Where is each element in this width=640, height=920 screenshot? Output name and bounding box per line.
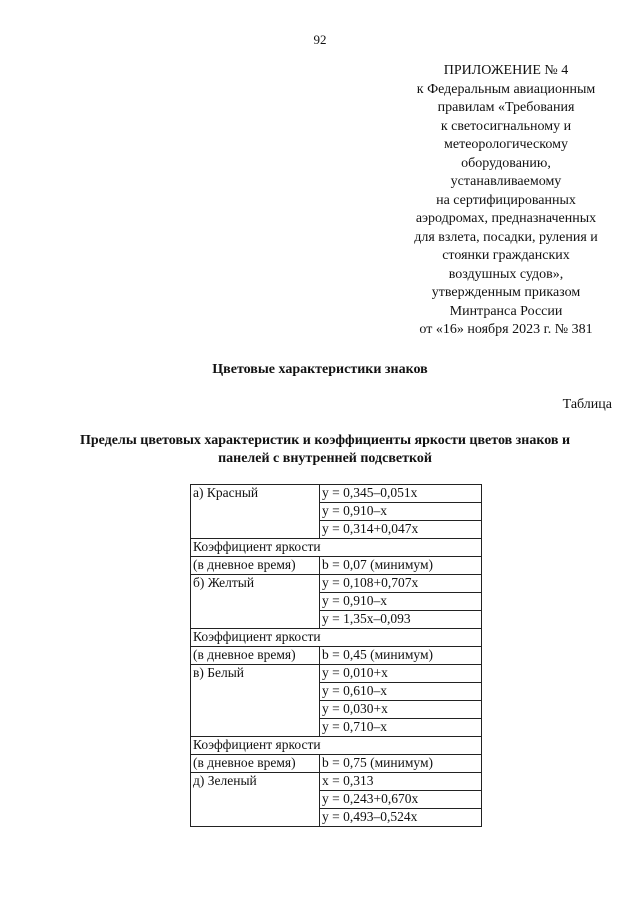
appendix-line: оборудованию, bbox=[461, 155, 551, 171]
table-row bbox=[191, 575, 482, 593]
equation-cell: x = 0,313 bbox=[320, 773, 482, 791]
appendix-line: от «16» ноября 2023 г. № 381 bbox=[419, 322, 593, 337]
table-caption: Таблица bbox=[562, 397, 612, 412]
coefficient-label-cell: Коэффициент яркости bbox=[191, 737, 482, 755]
appendix-line: аэродромах, предназначенных bbox=[415, 211, 597, 226]
appendix-line: воздушных судов», bbox=[448, 266, 564, 282]
table-row bbox=[191, 755, 482, 773]
appendix-line: на сертифицированных bbox=[436, 192, 576, 208]
coefficient-time-cell: (в дневное время) bbox=[191, 557, 320, 575]
appendix-line: метеорологическому bbox=[444, 137, 568, 152]
coefficient-value-cell: b = 0,07 (минимум) bbox=[320, 557, 482, 575]
color-name-cell: д) Зеленый bbox=[191, 773, 320, 827]
coefficient-value-cell: b = 0,45 (минимум) bbox=[320, 647, 482, 665]
color-name-cell: а) Красный bbox=[191, 485, 320, 539]
appendix-line: утвержденным приказом bbox=[431, 285, 581, 300]
color-name-cell: в) Белый bbox=[191, 665, 320, 737]
equation-cell: y = 0,243+0,670x bbox=[320, 791, 482, 809]
appendix-line: Минтранса России bbox=[449, 303, 563, 319]
equation-cell: y = 0,010+x bbox=[320, 665, 482, 683]
appendix-header bbox=[396, 62, 616, 340]
equation-cell: y = 0,108+0,707x bbox=[320, 575, 482, 593]
table-row bbox=[191, 629, 482, 647]
coefficient-time-cell: (в дневное время) bbox=[191, 755, 320, 773]
coefficient-label-cell: Коэффициент яркости bbox=[191, 629, 482, 647]
equation-cell: y = 0,030+x bbox=[320, 701, 482, 719]
table-row bbox=[191, 557, 482, 575]
equation-cell: y = 1,35x–0,093 bbox=[320, 611, 482, 629]
table-row bbox=[191, 539, 482, 557]
table-row bbox=[191, 665, 482, 683]
appendix-line: для взлета, посадки, руления и bbox=[414, 229, 598, 245]
equation-cell: y = 0,710–x bbox=[320, 719, 482, 737]
equation-cell: y = 0,910–x bbox=[320, 503, 482, 521]
page-number: 92 bbox=[313, 32, 327, 47]
coefficient-label-cell: Коэффициент яркости bbox=[191, 539, 482, 557]
table-title bbox=[40, 432, 610, 468]
coefficient-time-cell: (в дневное время) bbox=[191, 647, 320, 665]
table-row bbox=[191, 773, 482, 791]
appendix-line: устанавливаемому bbox=[450, 174, 562, 189]
appendix-line: к светосигнальному и bbox=[440, 118, 572, 134]
appendix-line: правилам «Требования bbox=[437, 100, 575, 115]
equation-cell: y = 0,610–x bbox=[320, 683, 482, 701]
appendix-line: ПРИЛОЖЕНИЕ № 4 bbox=[443, 63, 569, 78]
table-row bbox=[191, 485, 482, 503]
color-name-cell: б) Желтый bbox=[191, 575, 320, 629]
equation-cell: y = 0,345–0,051x bbox=[320, 485, 482, 503]
appendix-line: стоянки гражданских bbox=[442, 248, 570, 263]
color-characteristics-table bbox=[190, 484, 482, 827]
section-title: Цветовые характеристики знаков bbox=[212, 362, 428, 377]
appendix-line: к Федеральным авиационным bbox=[416, 81, 596, 97]
equation-cell: y = 0,493–0,524x bbox=[320, 809, 482, 827]
coefficient-value-cell: b = 0,75 (минимум) bbox=[320, 755, 482, 773]
table-title-line: панелей с внутренней подсветкой bbox=[218, 451, 432, 466]
table-title-line: Пределы цветовых характеристик и коэффициенты яркости цветов знаков и bbox=[79, 433, 571, 448]
equation-cell: y = 0,910–x bbox=[320, 593, 482, 611]
table-row bbox=[191, 647, 482, 665]
equation-cell: y = 0,314+0,047x bbox=[320, 521, 482, 539]
table-row bbox=[191, 737, 482, 755]
